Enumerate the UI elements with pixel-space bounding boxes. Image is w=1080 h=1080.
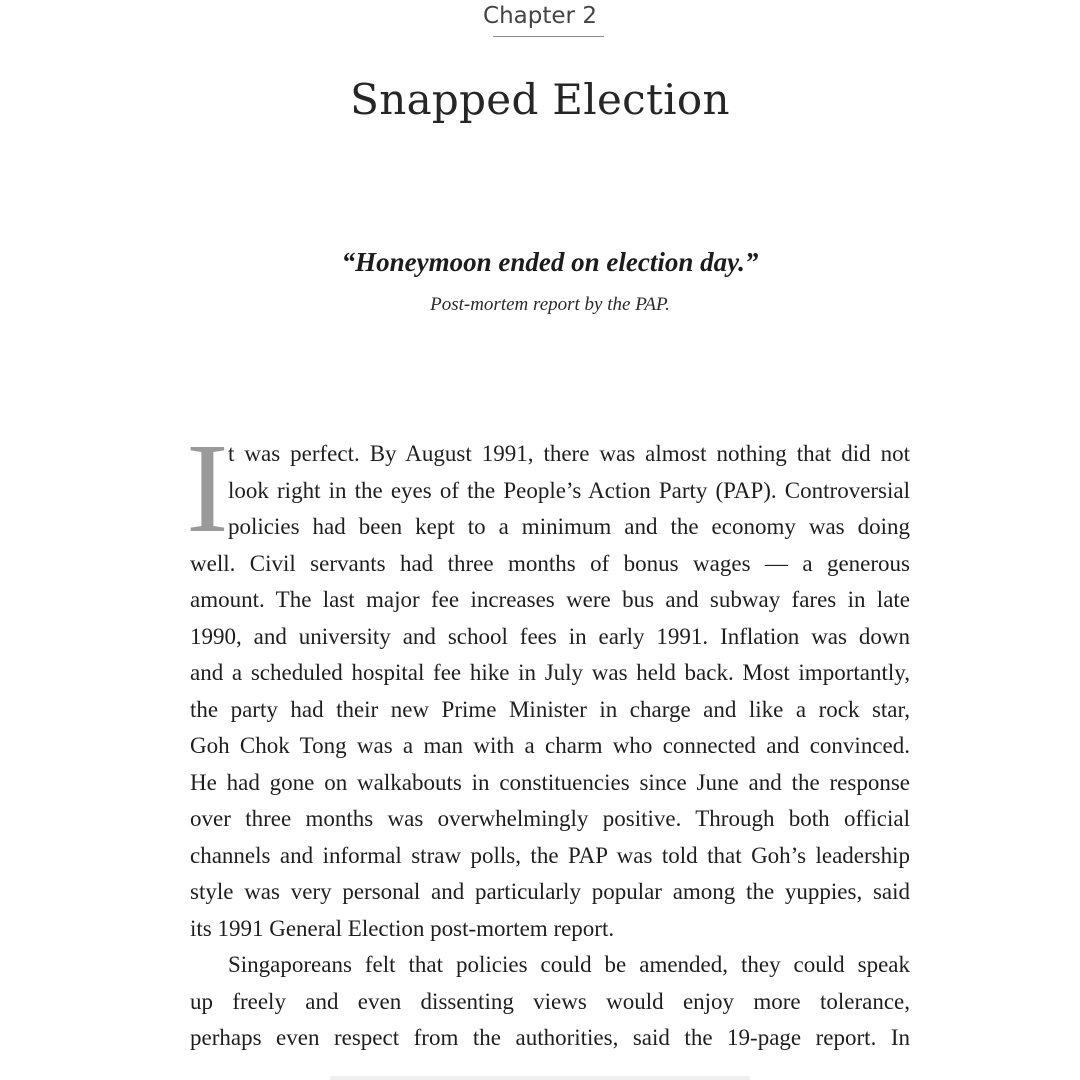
body-line: t was perfect. By August 1991, there was almost nothing that did not bbox=[228, 441, 910, 466]
body-line: He had gone on walkabouts in constituencies since June and the response bbox=[190, 769, 910, 795]
body-line: amount. The last major fee increases were bus and subway fares in late bbox=[190, 587, 910, 612]
page-bottom-edge bbox=[330, 1076, 750, 1080]
body-line: 1990, and university and school fees in early 1991. Inflation was down bbox=[190, 623, 910, 649]
body-line: look right in the eyes of the People’s Action Party (PAP). Controversial bbox=[228, 477, 910, 503]
drop-cap: I bbox=[186, 417, 229, 559]
chapter-title: Snapped Election bbox=[350, 75, 730, 124]
body-line: Singaporeans felt that policies could be amended, they could speak bbox=[228, 952, 910, 977]
body-line: Goh Chok Tong was a man with a charm who connected and convinced. bbox=[190, 733, 910, 758]
body-line: over three months was overwhelmingly positive. Through both official bbox=[190, 806, 910, 831]
epigraph-quote: “Honeymoon ended on election day.” bbox=[341, 247, 759, 277]
epigraph-source: Post-mortem report by the PAP. bbox=[430, 294, 670, 315]
body-line: and a scheduled hospital fee hike in July was held back. Most importantly, bbox=[190, 660, 910, 685]
body-line: the party had their new Prime Minister in charge and like a rock star, bbox=[190, 696, 910, 722]
chapter-underline bbox=[493, 36, 604, 37]
body-line: up freely and even dissenting views would enjoy more tolerance, bbox=[190, 988, 910, 1014]
body-line: channels and informal straw polls, the PAP was told that Goh’s leadership bbox=[190, 842, 910, 868]
body-line: its 1991 General Election post-mortem report. bbox=[190, 915, 615, 941]
body-line: policies had been kept to a minimum and the economy was doing bbox=[228, 514, 910, 539]
body-text bbox=[190, 436, 910, 1057]
body-line: well. Civil servants had three months of bonus wages — a generous bbox=[190, 550, 910, 576]
body-line: perhaps even respect from the authorities, said the 19-page report. In bbox=[190, 1025, 910, 1050]
body-line: style was very personal and particularly popular among the yuppies, said bbox=[190, 879, 910, 904]
chapter-label-text: Chapter 2 bbox=[483, 3, 597, 29]
chapter-label bbox=[0, 0, 1080, 32]
